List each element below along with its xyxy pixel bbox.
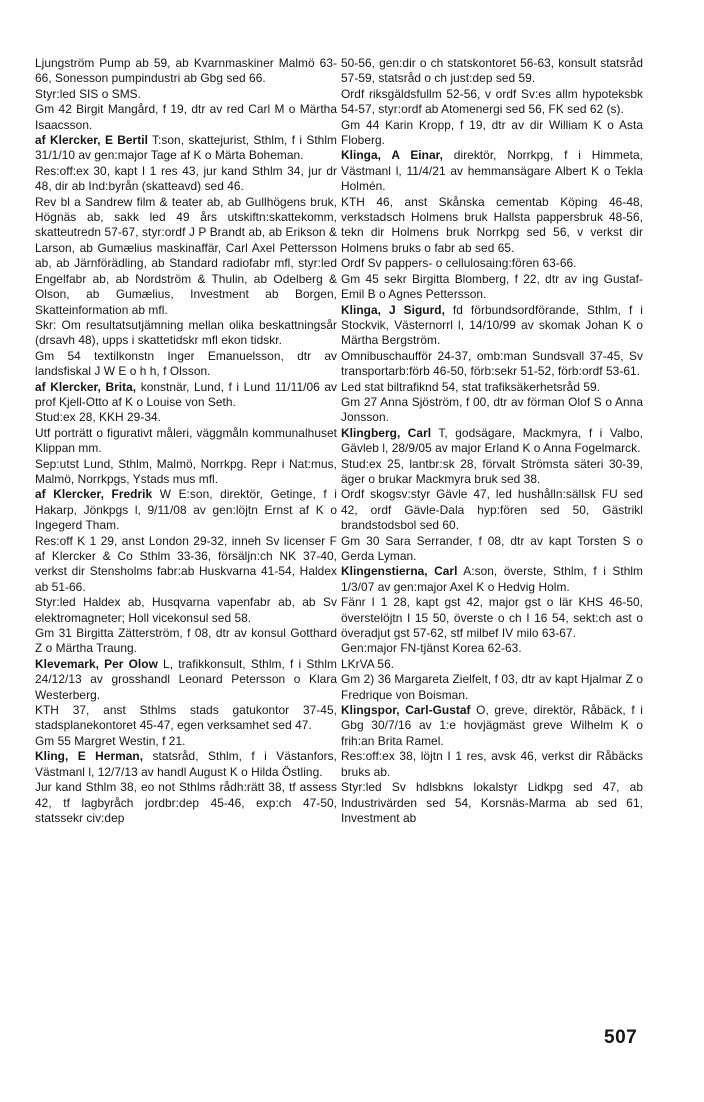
entry-text: Res:off:ex 30, kapt I 1 res 43, jur kand Sthlm 34, jur dr 48, dir ab Ind:byrån (skatteavd) sed 46. <box>35 163 337 194</box>
entry-text: Gen:major FN-tjänst Korea 62-63. <box>341 641 522 656</box>
biography-entry-paragraph <box>35 780 337 826</box>
biography-entry-paragraph <box>35 534 337 596</box>
entry-text: Skr: Om resultatsutjämning mellan olika beskattningsår (drsavh 48), upps i skattetidskr mfl ekon tidskr. <box>35 317 337 348</box>
entry-text: Res:off K 1 29, anst London 29-32, inneh Sv licenser F af Klercker & Co Sthlm 33-36, försäljn:ch NK 37-40, verkst dir Stensholms fabr:ab Huskvarna 41-54, Haldex ab 51-66. <box>35 533 337 594</box>
biography-entry-start <box>341 148 643 194</box>
biography-entry-paragraph <box>341 272 643 303</box>
entry-name: Klinga, J Sigurd, <box>341 302 445 317</box>
biography-entry-paragraph <box>35 102 337 133</box>
entry-text: Gm 30 Sara Serrander, f 08, dtr av kapt Torsten S o Gerda Lyman. <box>341 533 643 563</box>
entry-text: L, trafikkonsult, Sthlm, f i Sthlm 24/12/13 av grosshandl Leonard Petersson o Klara Westerberg. <box>35 656 337 702</box>
entry-name: af Klercker, E Bertil <box>35 133 148 148</box>
biography-entry-paragraph <box>341 595 643 641</box>
entry-text: Gm 42 Birgit Mangård, f 19, dtr av red Carl M o Märtha Isaacsson. <box>35 102 337 132</box>
entry-text: Res:off:ex 38, löjtn I 1 res, avsk 46, verkst dir Råbäcks bruks ab. <box>341 749 643 779</box>
entry-text: Gm 31 Birgitta Zätterström, f 08, dtr av konsul Gotthard Z o Märtha Traung. <box>35 626 337 656</box>
entry-text: Utf porträtt o figurativt måleri, väggmåln kommunalhuset Klippan mm. <box>35 425 337 456</box>
biography-entry-start <box>341 703 643 749</box>
entry-text: Sep:utst Lund, Sthlm, Malmö, Norrkpg. Repr i Nat:mus, Malmö, Norrkpgs, Ystads mus mfl. <box>35 456 337 486</box>
biography-entry-paragraph <box>341 256 643 271</box>
biography-entry-start <box>341 303 643 349</box>
entry-text: fd förbundsordförande, Sthlm, f i Stockvik, Västernorrl l, 14/10/99 av skomak Johan K o Märtha Bergström. <box>341 302 643 348</box>
entry-text: direktör, Norrkpg, f i Himmeta, Västmanl l, 11/4/21 av hemmansägare Albert K o Tekla Holmén. <box>341 148 643 194</box>
entry-text: W E:son, direktör, Getinge, f i Hakarp, Jönkpgs l, 9/11/08 av gen:löjtn Ernst af K o Ingegerd Tham. <box>35 487 337 533</box>
entry-text: A:son, överste, Sthlm, f i Sthlm 1/3/07 av gen:major Axel K o Hedvig Holm. <box>341 564 644 594</box>
entry-text: Stud:ex 25, lantbr:sk 28, förvalt Strömsta säteri 30-39, äger o brukar Mackmyra bruk sed 38. <box>341 456 643 486</box>
biography-entry-paragraph <box>341 641 643 656</box>
entry-name: Klinga, A Einar, <box>341 148 443 163</box>
biography-entry-paragraph <box>35 349 337 380</box>
entry-text: Styr:led SIS o SMS. <box>35 86 142 101</box>
entry-text: Ordf riksgäldsfullm 52-56, v ordf Sv:es allm hypoteksbk 54-57, styr:ordf ab Atomenergi sed 56, FK sed 62 (s). <box>341 86 643 117</box>
biography-entry-start <box>35 380 337 411</box>
entry-text: Led stat biltrafiknd 54, stat trafiksäkerhetsråd 59. <box>341 379 601 394</box>
biography-entry-start <box>341 564 643 595</box>
biography-entry-paragraph <box>35 703 337 734</box>
entry-text: Ordf skogsv:styr Gävle 47, led hushålln:sällsk FU sed 42, ordf Gävle-Dala hyp:fören sed 50, Gästrikl brandstodsbol sed 60. <box>341 487 643 533</box>
entry-text: KTH 46, anst Skånska cementab Köping 46-48, verkstadsch Holmens bruk Hallsta pappersbruk 48-56, tekn dir Holmens bruk Norrkpg sed 56, v verkst dir Holmens bruks o fabr ab sed 65. <box>341 194 643 255</box>
entry-name: Klingberg, Carl <box>341 425 432 440</box>
entry-text: Gm 44 Karin Kropp, f 19, dtr av dir William K o Asta Floberg. <box>341 117 643 148</box>
biography-entry-paragraph <box>35 56 337 87</box>
entry-text: O, greve, direktör, Råbäck, f i Gbg 30/7/16 av 1:e hovjägmäst greve Wilhelm K o frih:an Brita Ramel. <box>341 703 643 748</box>
biography-entry-paragraph <box>35 164 337 195</box>
biography-entry-start <box>35 657 337 703</box>
entry-name: af Klercker, Brita, <box>35 379 137 394</box>
entry-text: LKrVA 56. <box>341 656 395 671</box>
entry-name: Klingenstierna, Carl <box>341 564 458 579</box>
entry-text: Ordf Sv pappers- o cellulosaing:fören 63-66. <box>341 256 577 271</box>
biography-entry-paragraph <box>35 457 337 488</box>
entry-text: Stud:ex 28, KKH 29-34. <box>35 410 162 425</box>
biography-entry-paragraph <box>341 672 643 703</box>
biography-entry-paragraph <box>35 734 337 749</box>
biography-entry-paragraph <box>341 56 643 87</box>
entry-name: Klevemark, Per Olow <box>35 656 158 671</box>
biography-entry-start <box>35 133 337 164</box>
biography-entry-paragraph <box>341 380 643 395</box>
entry-text: KTH 37, anst Sthlms stads gatukontor 37-45, stadsplanekontoret 45-47, egen verksamhet sed 47. <box>35 703 337 733</box>
entry-text: Styr:led Haldex ab, Husqvarna vapenfabr ab, ab Sv elektromagneter; Holl vicekonsul sed 58. <box>35 595 337 625</box>
entry-text: Jur kand Sthlm 38, eo not Sthlms rådh:rätt 38, tf assess 42, tf lagbyråch jordbr:dep 45-46, exp:ch 47-50, statssekr civ:dep <box>35 780 337 825</box>
entry-text: konstnär, Lund, f i Lund 11/11/06 av prof Kjell-Otto af K o Louise von Seth. <box>35 379 337 409</box>
biography-entry-paragraph <box>341 195 643 257</box>
biography-entry-paragraph <box>341 749 643 780</box>
biography-entry-start <box>35 749 337 780</box>
biography-entry-paragraph <box>341 780 643 826</box>
entry-text: Gm 55 Margret Westin, f 21. <box>35 733 186 748</box>
entry-text: Styr:led Sv hdlsbkns lokalstyr Lidkpg sed 47, ab Industrivärden sed 54, Korsnäs-Marma ab sed 61, Investment ab <box>341 780 643 825</box>
biography-entry-paragraph <box>35 318 337 349</box>
biography-entry-start <box>35 487 337 533</box>
biography-entry-paragraph <box>341 395 643 426</box>
entry-text: Omnibuschaufför 24-37, omb:man Sundsvall 37-45, Sv transportarb:förb 46-50, förb:sekr 51-52, förb:ordf 53-61. <box>341 348 643 379</box>
entry-text: 50-56, gen:dir o ch statskontoret 56-63, konsult statsråd 57-59, statsråd o ch just:dep sed 59. <box>341 56 643 86</box>
entry-text: Fänr I 1 28, kapt gst 42, major gst o lär KHS 46-50, överstelöjtn I 15 50, överste o ch I 16 54, sekt:ch ast o överadjut gst 57-62, stf milbef IV milo 63-67. <box>341 595 643 641</box>
biography-entry-paragraph <box>341 487 643 533</box>
biography-entry-paragraph <box>341 118 643 149</box>
entry-text: Gm 27 Anna Sjöström, f 00, dtr av förman Olof S o Anna Jonsson. <box>341 394 643 425</box>
entry-text: Gm 2) 36 Margareta Zielfelt, f 03, dtr av kapt Hjalmar Z o Fredrique von Boisman. <box>341 672 643 702</box>
biography-entry-paragraph <box>341 657 643 672</box>
entry-text: Gm 45 sekr Birgitta Blomberg, f 22, dtr av ing Gustaf-Emil B o Agnes Pettersson. <box>341 271 643 302</box>
biography-entry-paragraph <box>35 87 337 102</box>
entry-text: Rev bl a Sandrew film & teater ab, ab Gullhögens bruk, Högnäs ab, sakk led 49 års utskiftn:skattekomm, skatteutredn 57-67, styr:ordf J P Brandt ab, ab Erikson & Larson, ab Gumælius maskinaffär, Carl Axel Pettersson ab, ab Järnförädling, ab Standard radiofabr mfl, styr:led Engelfabr ab, ab Nordström & Thulin, ab Odelberg & Olson, ab Gumælius, Investment ab Borgen, Skatteinformation ab mfl. <box>35 194 337 317</box>
page-number: 507 <box>604 1027 638 1048</box>
entry-name: Klingspor, Carl-Gustaf <box>341 703 471 718</box>
biography-entry-paragraph <box>341 349 643 380</box>
entry-text: Ljungström Pump ab 59, ab Kvarnmaskiner Malmö 63-66, Sonesson pumpindustri ab Gbg sed 66. <box>35 56 337 86</box>
entry-text: T:son, skattejurist, Sthlm, f i Sthlm 31/1/10 av gen:major Tage af K o Märta Boheman. <box>35 133 337 163</box>
biography-entry-paragraph <box>341 457 643 488</box>
entry-text: statsråd, Sthlm, f i Västanfors, Västmanl l, 12/7/13 av handl August K o Hilda Östling. <box>35 749 337 779</box>
biography-entry-paragraph <box>341 534 643 565</box>
left-column <box>35 56 337 826</box>
entry-text: T, godsägare, Mackmyra, f i Valbo, Gävleb l, 28/9/05 av major Erland K o Anna Fogelmarck. <box>341 425 643 456</box>
biography-entry-paragraph <box>35 410 337 425</box>
biography-entry-paragraph <box>35 426 337 457</box>
biography-entry-paragraph <box>35 195 337 318</box>
entry-text: Gm 54 textilkonstn Inger Emanuelsson, dtr av landsfiskal J W E o h h, f Olsson. <box>35 348 337 379</box>
entry-name: Kling, E Herman, <box>35 749 144 764</box>
entry-name: af Klercker, Fredrik <box>35 487 153 502</box>
biography-entry-paragraph <box>35 626 337 657</box>
biography-entry-start <box>341 426 643 457</box>
biography-entry-paragraph <box>35 595 337 626</box>
biography-entry-paragraph <box>341 87 643 118</box>
right-column <box>341 56 643 826</box>
